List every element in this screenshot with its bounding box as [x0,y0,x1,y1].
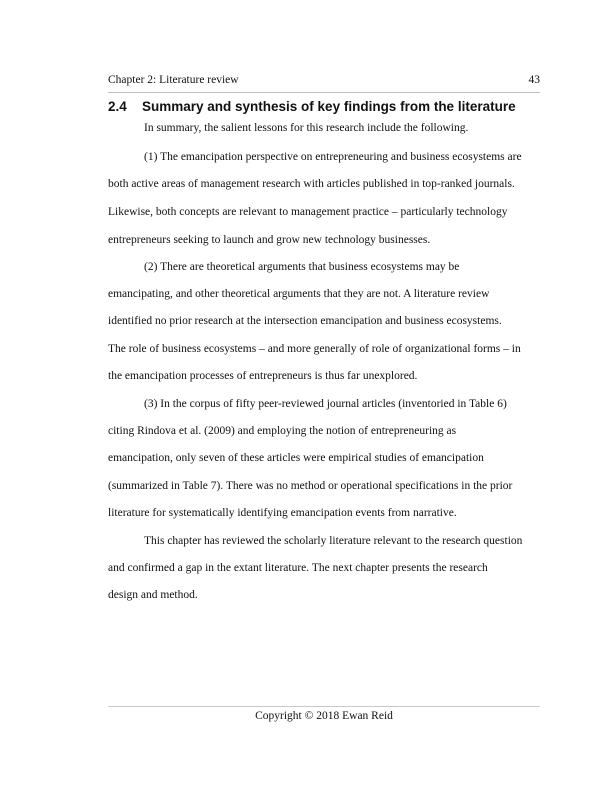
paragraph-line: (2) There are theoretical arguments that business ecosystems may be [144,261,460,273]
paragraph-line: and confirmed a gap in the extant literature. The next chapter presents the research [108,562,488,574]
page-number: 43 [528,74,540,86]
footer-divider [108,706,540,707]
section-heading [108,98,548,116]
paragraph-line: In summary, the salient lessons for this research include the following. [144,122,469,134]
copyright-footer: Copyright © 2018 Ewan Reid [255,710,393,722]
paragraph-line: both active areas of management research with articles published in top-ranked journals. [108,178,515,190]
paragraph-line: design and method. [108,589,198,601]
paragraph-line: The role of business ecosystems – and more generally of role of organizational forms – in [108,343,521,355]
section-number: 2.4 [108,99,127,114]
running-header [108,72,540,88]
paragraph-line: (summarized in Table 7). There was no method or operational specifications in the prior [108,480,513,492]
paragraph-line: Likewise, both concepts are relevant to management practice – particularly technology [108,206,508,218]
paragraph-line: identified no prior research at the intersection emancipation and business ecosystems. [108,315,502,327]
paragraph-line: (1) The emancipation perspective on entrepreneuring and business ecosystems are [144,151,522,163]
paragraph-line: emancipating, and other theoretical arguments that they are not. A literature review [108,288,490,300]
chapter-title: Chapter 2: Literature review [108,74,239,86]
paragraph-line: citing Rindova et al. (2009) and employing the notion of entrepreneuring as [108,425,457,437]
header-divider [108,92,540,93]
paragraph-line: (3) In the corpus of fifty peer-reviewed journal articles (inventoried in Table 6) [144,398,507,410]
paragraph-line: literature for systematically identifying emancipation events from narrative. [108,507,457,519]
section-title: Summary and synthesis of key findings from the literature [142,99,516,114]
paragraph-line: entrepreneurs seeking to launch and grow new technology businesses. [108,234,431,246]
paragraph-line: This chapter has reviewed the scholarly literature relevant to the research question [144,535,523,547]
paragraph-line: the emancipation processes of entrepreneurs is thus far unexplored. [108,370,418,382]
paragraph-line: emancipation, only seven of these articles were empirical studies of emancipation [108,452,484,464]
